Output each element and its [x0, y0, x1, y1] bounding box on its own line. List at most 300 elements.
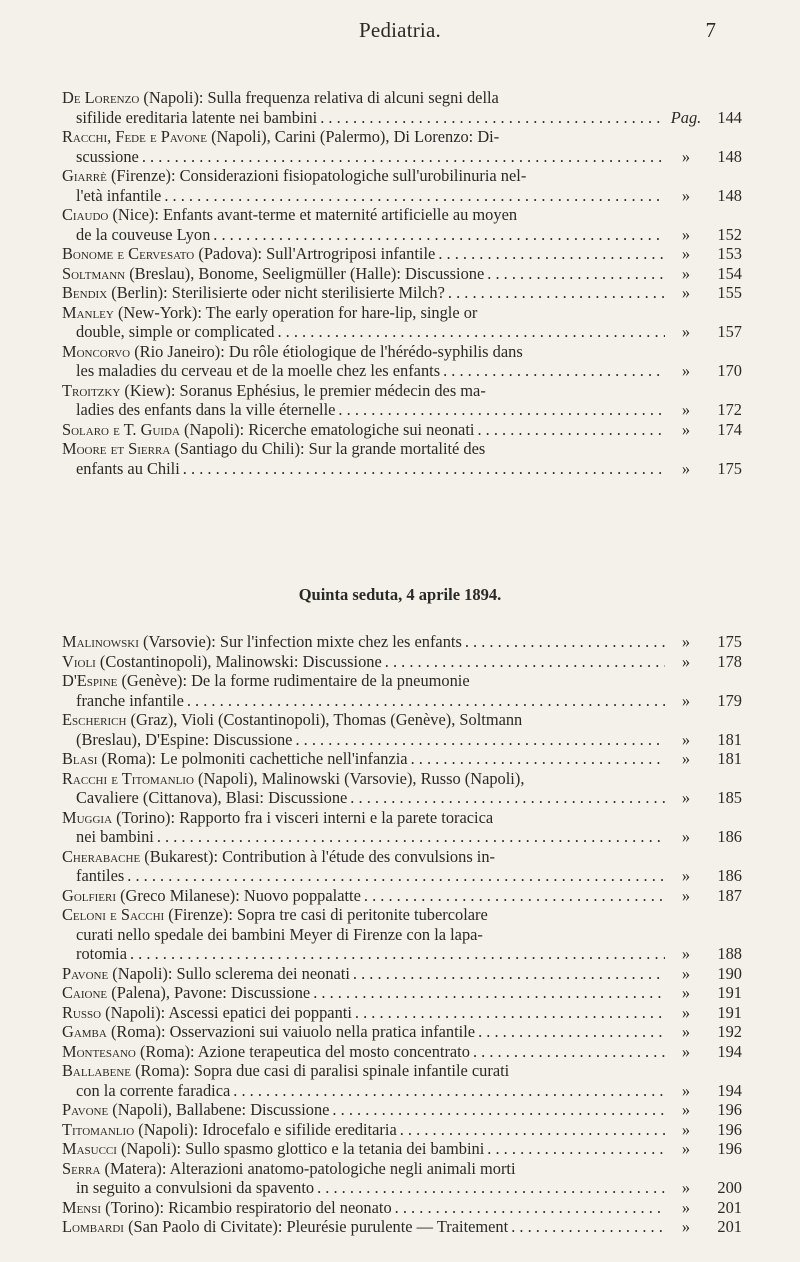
page-ref-number: 148	[717, 185, 742, 205]
ditto-mark: »	[681, 729, 691, 749]
dot-leader	[187, 691, 665, 711]
toc-entry	[62, 632, 742, 652]
page-ref-number: 201	[717, 1197, 742, 1217]
entry-text	[62, 886, 361, 906]
entry-text	[62, 1042, 470, 1062]
entry-authors: D'Espine	[62, 671, 118, 690]
entry-line-final	[62, 749, 742, 769]
dot-leader	[355, 1003, 665, 1023]
session-heading: Quinta seduta, 4 aprile 1894.	[298, 585, 502, 604]
entry-authors: Blasi	[62, 749, 98, 768]
dot-leader	[127, 866, 665, 886]
page-ref-number: 194	[717, 1080, 742, 1100]
dot-leader	[317, 1178, 665, 1198]
entry-line: curati nello spedale dei bambini Meyer di Firenze con la lapa-	[76, 924, 483, 944]
page-ref-number: 188	[717, 944, 742, 963]
page-ref-number: 148	[717, 146, 742, 166]
entry-authors: Soltmann	[62, 263, 126, 283]
entry-authors: Escherich	[62, 710, 127, 729]
ditto-mark: »	[681, 827, 691, 846]
toc-entry	[62, 652, 742, 672]
ditto-mark: »	[681, 1002, 691, 1022]
entry-title: (Napoli): Sullo sclerema dei neonati	[108, 963, 350, 983]
entry-text	[62, 964, 350, 984]
toc-entry	[62, 264, 742, 284]
entry-authors: Titomanlio	[62, 1119, 135, 1139]
entry-line-final	[62, 1139, 742, 1159]
page-ref-number: 186	[717, 827, 742, 846]
page-reference	[668, 361, 742, 381]
entry-authors: De Lorenzo	[62, 88, 140, 107]
entry-line-final	[62, 459, 742, 479]
page-ref-number: 178	[717, 651, 742, 671]
entry-line	[62, 710, 742, 730]
toc-entry	[62, 1159, 742, 1198]
toc-section-2	[62, 632, 742, 1237]
dot-leader	[473, 1042, 665, 1062]
ditto-mark: »	[681, 1197, 691, 1217]
ditto-mark: »	[681, 419, 691, 439]
entry-line-final	[62, 400, 742, 420]
entry-text	[62, 1003, 352, 1023]
entry-title: (Santiago du Chili): Sur la grande mortalité des	[170, 439, 486, 458]
ditto-mark: »	[681, 224, 691, 244]
page-ref-number: 181	[717, 749, 742, 768]
page-reference	[668, 983, 742, 1003]
dot-leader	[478, 1022, 665, 1042]
page-reference	[668, 886, 742, 906]
toc-entry	[62, 1022, 742, 1042]
entry-text: ladies des enfants dans la ville éternelle	[76, 400, 336, 419]
page-ref-number: 172	[717, 400, 742, 419]
page-ref-number: 190	[717, 963, 742, 983]
entry-title: (Costantinopoli), Malinowski: Discussione	[95, 651, 382, 671]
toc-entry	[62, 964, 742, 984]
ditto-mark: »	[681, 185, 691, 205]
page-reference	[668, 420, 742, 440]
entry-title: (Firenze): Considerazioni fisiopatologiche sull'urobilinuria nel-	[106, 166, 527, 185]
entry-title: (Napoli): Sulla frequenza relativa di alcuni segni della	[139, 88, 499, 107]
entry-title: (Nice): Enfants avant-terme et maternité artificielle au moyen	[108, 205, 518, 224]
dot-leader	[295, 730, 665, 750]
entry-authors: Mensi	[62, 1197, 102, 1217]
entry-title: (Napoli): Idrocefalo e sifilide ereditaria	[134, 1119, 397, 1139]
entry-authors: Serra	[62, 1158, 101, 1178]
ditto-mark: »	[681, 1178, 691, 1197]
entry-title: (Genève): De la forme rudimentaire de la pneumonie	[117, 671, 470, 690]
entry-line-final	[62, 1003, 742, 1023]
page-reference	[668, 632, 742, 652]
ditto-mark: »	[681, 885, 691, 905]
entry-line-final	[62, 1120, 742, 1140]
toc-entry	[62, 1100, 742, 1120]
entry-line-final	[62, 147, 742, 167]
entry-text	[62, 1139, 484, 1159]
toc-entry	[62, 166, 742, 205]
dot-leader	[142, 147, 665, 167]
toc-entry	[62, 769, 742, 808]
entry-title: (Berlin): Sterilisierte oder nicht sterilisierte Milch?	[107, 283, 445, 302]
toc-entry	[62, 342, 742, 381]
dot-leader	[487, 264, 665, 284]
entry-text	[62, 1100, 329, 1120]
page-reference	[668, 1178, 742, 1198]
ditto-mark: »	[681, 866, 691, 885]
entry-text: rotomia	[76, 944, 127, 963]
ditto-mark: »	[681, 963, 691, 983]
dot-leader	[438, 244, 665, 264]
entry-text: franche infantile	[76, 690, 184, 710]
page-reference	[668, 225, 742, 245]
entry-authors: Montesano	[62, 1041, 136, 1061]
page-ref-number: 185	[717, 788, 742, 807]
toc-entry	[62, 244, 742, 264]
page-reference	[668, 264, 742, 284]
toc-entry	[62, 983, 742, 1003]
page-ref-number: 157	[717, 322, 742, 341]
toc-entry	[62, 1061, 742, 1100]
entry-authors: Celoni e Sacchi	[62, 905, 165, 924]
entry-authors: Bendix	[62, 283, 108, 302]
page-ref-number: 200	[717, 1178, 742, 1197]
entry-authors: Golfieri	[62, 885, 116, 905]
entry-title: (Varsovie): Sur l'infection mixte chez les enfants	[138, 632, 462, 651]
entry-authors: Muggia	[62, 807, 113, 827]
entry-line-final	[62, 1100, 742, 1120]
entry-line	[62, 671, 742, 691]
ditto-mark: »	[681, 1022, 691, 1041]
toc-entry	[62, 1042, 742, 1062]
dot-leader	[277, 322, 665, 342]
toc-entry	[62, 439, 742, 478]
page-ref-number: 201	[717, 1217, 742, 1236]
page-reference	[668, 1042, 742, 1062]
entry-title: (Torino): Ricambio respiratorio del neonato	[101, 1197, 392, 1217]
toc-entry	[62, 710, 742, 749]
dot-leader	[448, 283, 665, 303]
entry-line-final	[62, 322, 742, 342]
page-ref-number: 196	[717, 1100, 742, 1119]
entry-authors: Giarrè	[62, 166, 107, 185]
page-ref-number: 187	[717, 885, 742, 905]
dot-leader	[320, 108, 665, 128]
entry-title: (Napoli), Ballabene: Discussione	[108, 1100, 330, 1119]
page-reference	[668, 749, 742, 769]
page-reference	[668, 866, 742, 886]
entry-title: (Graz), Violi (Costantinopoli), Thomas (Genève), Soltmann	[126, 710, 523, 729]
toc-entry	[62, 671, 742, 710]
dot-leader	[332, 1100, 665, 1120]
toc-entry	[62, 205, 742, 244]
ditto-mark: »	[681, 690, 691, 710]
dot-leader	[233, 1081, 665, 1101]
entry-line	[62, 808, 742, 828]
ditto-mark: »	[681, 1119, 691, 1139]
entry-text	[62, 1022, 475, 1042]
entry-title: (Firenze): Sopra tre casi di peritonite tubercolare	[164, 905, 488, 924]
page-ref-number: 191	[717, 1002, 742, 1022]
entry-authors: Solaro e T. Guida	[62, 419, 180, 439]
ditto-mark: »	[681, 788, 691, 807]
entry-text: double, simple or complicated	[76, 322, 275, 341]
page-ref-number: 152	[717, 224, 742, 244]
page-ref-number: 196	[717, 1119, 742, 1139]
entry-line	[62, 127, 742, 147]
entry-text: sifilide ereditaria latente nei bambini	[76, 107, 318, 127]
entry-authors: Ciaudo	[62, 205, 109, 224]
entry-line-final	[62, 108, 742, 128]
entry-line-final	[62, 1081, 742, 1101]
entry-title: (Roma): Azione terapeutica del mosto concentrato	[135, 1041, 470, 1061]
page-reference	[668, 147, 742, 167]
entry-authors: Violi	[62, 651, 96, 671]
page-ref-number: 179	[717, 690, 742, 710]
dot-leader	[130, 944, 665, 964]
entry-line-final	[62, 1198, 742, 1218]
entry-title: (New-York): The early operation for hare-lip, single or	[113, 302, 478, 322]
page-ref-number: 153	[717, 244, 742, 263]
dot-leader	[157, 827, 665, 847]
entry-authors: Bonome e Cervesato	[62, 244, 195, 263]
dot-leader	[395, 1198, 665, 1218]
entry-title: (Greco Milanese): Nuovo poppalatte	[116, 885, 361, 905]
toc-entry	[62, 749, 742, 769]
page-reference	[668, 944, 742, 964]
dot-leader	[164, 186, 665, 206]
entry-line-final	[62, 652, 742, 672]
dot-leader	[364, 886, 665, 906]
entry-line-final	[62, 244, 742, 264]
page-ref-number: 175	[717, 458, 742, 478]
page-ref-number: 155	[717, 283, 742, 302]
entry-title: (Roma): Sopra due casi di paralisi spinale infantile curati	[130, 1061, 510, 1080]
entry-line-final	[62, 983, 742, 1003]
page-ref-number: 196	[717, 1139, 742, 1158]
entry-text: con la corrente faradica	[76, 1080, 231, 1100]
entry-line	[62, 166, 742, 186]
page-reference	[668, 108, 742, 128]
entry-line-final	[62, 420, 742, 440]
entry-authors: Lombardi	[62, 1217, 124, 1236]
entry-title: (Napoli): Ascessi epatici dei poppanti	[101, 1002, 352, 1022]
toc-entry	[62, 847, 742, 886]
running-head	[0, 10, 800, 40]
dot-leader	[465, 632, 665, 652]
page-reference	[668, 459, 742, 479]
dot-leader	[400, 1120, 665, 1140]
entry-text	[62, 264, 484, 284]
entry-line	[62, 303, 742, 323]
toc-entry	[62, 1003, 742, 1023]
entry-authors: Pavone	[62, 963, 109, 983]
entry-line-final	[62, 964, 742, 984]
entry-text	[62, 420, 474, 440]
ditto-mark: »	[681, 749, 691, 768]
entry-text: nei bambini	[76, 827, 154, 846]
entry-text: l'età infantile	[76, 185, 162, 205]
entry-authors: Russo	[62, 1002, 102, 1022]
entry-text	[62, 632, 462, 652]
page-reference	[668, 1003, 742, 1023]
running-title: Pediatria.	[359, 18, 441, 42]
toc-entry	[62, 283, 742, 303]
ditto-mark: »	[681, 458, 691, 478]
toc-entry	[62, 808, 742, 847]
entry-line-final	[62, 361, 742, 381]
entry-text	[62, 244, 435, 264]
entry-text: Cavaliere (Cittanova), Blasi: Discussione	[76, 788, 348, 807]
ditto-mark: »	[681, 651, 691, 671]
page-ref-number: 175	[717, 632, 742, 651]
ditto-mark: »	[681, 1100, 691, 1119]
ditto-mark: »	[681, 322, 691, 341]
page-reference	[668, 964, 742, 984]
entry-line	[62, 847, 742, 867]
entry-line-final	[62, 186, 742, 206]
page-number: 7	[705, 18, 716, 42]
entry-title: (Roma): Osservazioni sui vaiuolo nella pratica infantile	[106, 1022, 476, 1041]
dot-leader	[443, 361, 665, 381]
entry-text: scussione	[76, 146, 139, 166]
entry-text: in seguito a convulsioni da spavento	[76, 1178, 315, 1197]
entry-line	[62, 205, 742, 225]
entry-text: de la couveuse Lyon	[76, 224, 211, 244]
entry-line-final	[62, 691, 742, 711]
page-reference	[668, 1217, 742, 1237]
entry-title: (Palena), Pavone: Discussione	[107, 983, 311, 1002]
entry-text	[62, 283, 445, 303]
dot-leader	[213, 225, 665, 245]
entry-line-final	[62, 225, 742, 245]
dot-leader	[338, 400, 665, 420]
entry-title: (Napoli), Malinowski (Varsovie), Russo (Napoli),	[193, 768, 525, 788]
entry-line-final	[62, 944, 742, 964]
ditto-mark: »	[681, 263, 691, 283]
entry-text	[62, 983, 310, 1003]
toc-entry	[62, 1120, 742, 1140]
ditto-mark: »	[681, 361, 691, 380]
entry-authors: Moncorvo	[62, 341, 131, 361]
entry-line-final	[62, 788, 742, 808]
entry-line	[62, 905, 742, 925]
ditto-mark: »	[681, 146, 691, 166]
entry-line	[62, 88, 742, 108]
entry-line-final	[62, 886, 742, 906]
entry-authors: Racchi, Fede e Pavone	[62, 127, 207, 146]
dot-leader	[411, 749, 665, 769]
dot-leader	[313, 983, 665, 1003]
entry-authors: Masucci	[62, 1139, 117, 1158]
ditto-mark: »	[681, 283, 691, 302]
toc-entry	[62, 886, 742, 906]
entry-title: (Breslau), Bonome, Seeligmüller (Halle): Discussione	[125, 263, 485, 283]
ditto-mark: »	[681, 1217, 691, 1236]
page-ref-number: 181	[717, 729, 742, 749]
entry-authors: Racchi e Titomanlio	[62, 768, 194, 788]
entry-title: (Kiew): Soranus Ephésius, le premier médecin des ma-	[120, 380, 486, 400]
entry-text: fantiles	[76, 866, 125, 885]
dot-leader	[385, 652, 665, 672]
entry-authors: Cherabache	[62, 846, 141, 866]
toc-entry	[62, 1217, 742, 1237]
entry-title: (Torino): Rapporto fra i visceri interni e la parete toracica	[112, 807, 494, 827]
entry-title: (Matera): Alterazioni anatomo-patologiche negli animali morti	[100, 1158, 516, 1178]
entry-authors: Manley	[62, 302, 114, 322]
page-ref-number: 194	[717, 1041, 742, 1061]
entry-line	[62, 1061, 742, 1081]
dot-leader	[350, 788, 665, 808]
ditto-mark: »	[681, 1080, 691, 1100]
toc-entry	[62, 1139, 742, 1159]
entry-line-final	[62, 1022, 742, 1042]
ditto-mark: »	[681, 1139, 691, 1158]
entry-line-final	[62, 730, 742, 750]
dot-leader	[183, 459, 665, 479]
page-reference	[668, 1120, 742, 1140]
page-ref-number: 192	[717, 1022, 742, 1041]
dot-leader	[353, 964, 665, 984]
toc-entry	[62, 127, 742, 166]
entry-authors: Pavone	[62, 1100, 109, 1119]
entry-title: (Rio Janeiro): Du rôle étiologique de l'hérédo-syphilis dans	[130, 341, 523, 361]
ditto-mark: Pag.	[670, 107, 702, 127]
entry-title: (Napoli): Sullo spasmo glottico e la tetania dei bambini	[116, 1139, 485, 1158]
entry-text	[62, 749, 408, 769]
entry-authors: Gamba	[62, 1022, 107, 1041]
ditto-mark: »	[681, 400, 691, 419]
dot-leader	[477, 420, 665, 440]
entry-title: (Padova): Sull'Artrogriposi infantile	[194, 244, 436, 263]
ditto-mark: »	[681, 632, 691, 651]
entry-line-final	[62, 866, 742, 886]
page-reference	[668, 1139, 742, 1159]
entry-title: (Napoli), Carini (Palermo), Di Lorenzo: Di-	[206, 127, 500, 146]
entry-authors: Troitzky	[62, 380, 121, 400]
page-reference	[668, 652, 742, 672]
entry-title: (Roma): Le polmoniti cachettiche nell'infanzia	[97, 749, 408, 768]
entry-line-final	[62, 1217, 742, 1237]
entry-text	[62, 1217, 508, 1237]
entry-title: (San Paolo di Civitate): Pleurésie purulente — Traitement	[123, 1217, 509, 1236]
toc-entry	[62, 88, 742, 127]
toc-entry	[62, 905, 742, 964]
ditto-mark: »	[681, 944, 691, 963]
page-reference	[668, 827, 742, 847]
entry-line	[62, 1159, 742, 1179]
entry-line-final	[62, 827, 742, 847]
entry-line-final	[62, 1178, 742, 1198]
entry-line-final	[62, 264, 742, 284]
page-reference	[668, 186, 742, 206]
entry-authors: Caione	[62, 983, 108, 1002]
toc-entry	[62, 303, 742, 342]
entry-title: (Bukarest): Contribution à l'étude des convulsions in-	[140, 846, 496, 866]
toc-entry	[62, 381, 742, 420]
ditto-mark: »	[681, 1041, 691, 1061]
page-reference	[668, 691, 742, 711]
page-ref-number: 144	[717, 107, 742, 127]
page-reference	[668, 244, 742, 264]
entry-text	[62, 1120, 397, 1140]
entry-title: (Napoli): Ricerche ematologiche sui neonati	[179, 419, 475, 439]
entry-line-final	[62, 283, 742, 303]
ditto-mark: »	[681, 244, 691, 263]
ditto-mark: »	[681, 983, 691, 1002]
entry-text: les maladies du cerveau et de la moelle chez les enfants	[76, 361, 441, 380]
page-ref-number: 191	[717, 983, 742, 1002]
page-ref-number: 154	[717, 263, 742, 283]
entry-authors: Moore et Sierra	[62, 439, 171, 458]
